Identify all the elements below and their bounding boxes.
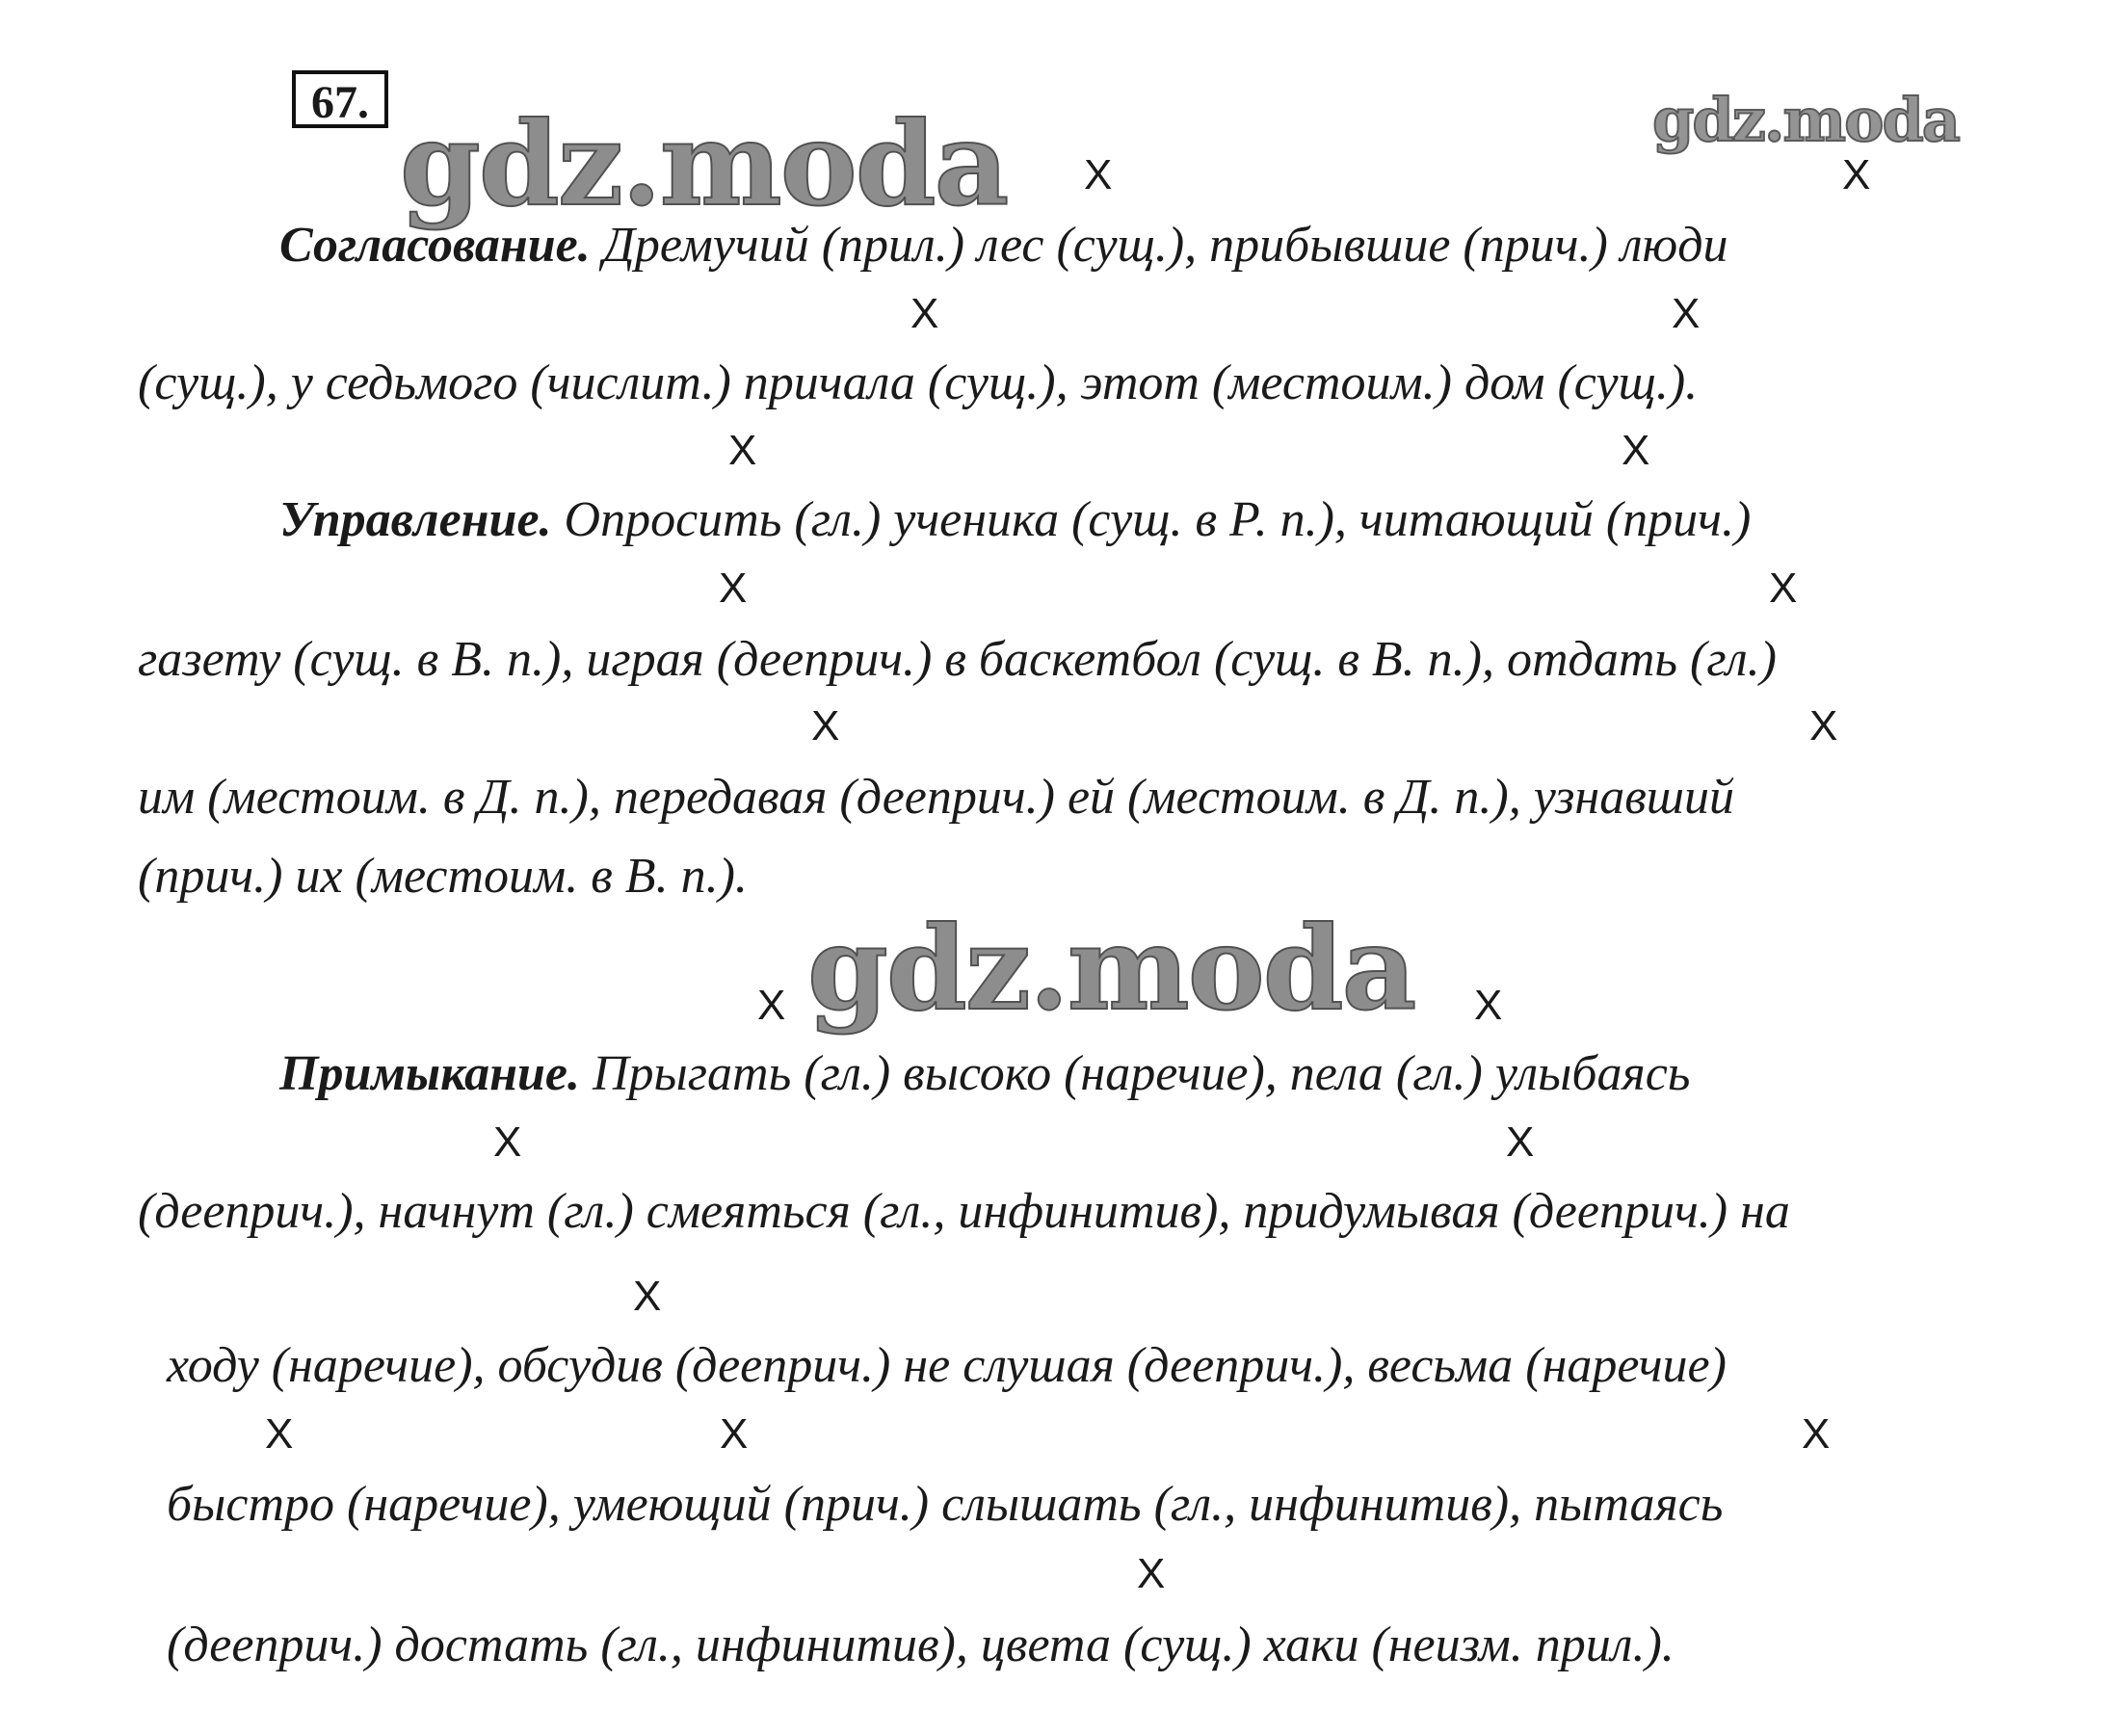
link-mark: X [493,1118,522,1166]
link-mark: X [1474,982,1503,1029]
watermark-logo: gdz.moda [400,96,1008,232]
link-mark: X [719,565,748,612]
link-mark: X [1137,1550,1166,1597]
upravlenie-line-3: им (местоим. в Д. п.), передавая (дееприч.) ей (местоим. в Д. п.), узнавший [138,770,1735,825]
link-mark: X [728,427,757,474]
upravlenie-line-4: (прич.) их (местоим. в В. п.). [138,849,748,904]
soglasovanie-line-1 [279,217,1728,275]
primykanie-line-4: быстро (наречие), умеющий (прич.) слышать (гл., инфинитив), пытаясь [167,1477,1724,1532]
primykanie-line-2: (дееприч.), начнут (гл.) смеяться (гл., инфинитив), придумывая (дееприч.) на [138,1184,1790,1239]
link-mark: X [811,702,840,750]
watermark-logo: gdz.moda [1652,85,1959,155]
link-mark: X [1672,290,1701,337]
line-text: Дремучий (прил.) лес (сущ.), прибывшие (прич.) люди [602,218,1728,273]
upravlenie-line-2: газету (сущ. в В. п.), играя (дееприч.) в баскетбол (сущ. в В. п.), отдать (гл.) [138,632,1777,687]
line-text: Опросить (гл.) ученика (сущ. в Р. п.), читающий (прич.) [564,492,1752,547]
primykanie-line-5: (дееприч.) достать (гл., инфинитив), цвета (сущ.) хаки (неизм. прил.). [167,1618,1675,1672]
section-term: Управление. [279,492,552,547]
link-mark: X [1084,151,1113,198]
exercise-number: 67. [292,70,388,128]
link-mark: X [265,1410,294,1458]
line-text: Прыгать (гл.) высоко (наречие), пела (гл.) улыбаясь [593,1046,1691,1101]
link-mark: X [1842,151,1871,198]
primykanie-line-3: ходу (наречие), обсудив (дееприч.) не слушая (дееприч.), весьма (наречие) [167,1338,1727,1393]
link-mark: X [757,982,786,1029]
link-mark: X [1506,1118,1535,1166]
link-mark: X [633,1273,662,1320]
link-mark: X [720,1410,749,1458]
watermark-logo: gdz.moda [807,901,1415,1037]
section-term: Примыкание. [279,1046,580,1101]
link-mark: X [1809,702,1838,750]
link-mark: X [1769,565,1798,612]
link-mark: X [1622,427,1650,474]
upravlenie-line-1 [279,491,1751,549]
soglasovanie-line-2: (сущ.), у седьмого (числит.) причала (сущ.), этот (местоим.) дом (сущ.). [138,355,1699,410]
link-mark: X [1802,1410,1831,1458]
link-mark: X [910,290,939,337]
section-term: Согласование. [279,218,591,273]
primykanie-line-1 [279,1045,1690,1103]
